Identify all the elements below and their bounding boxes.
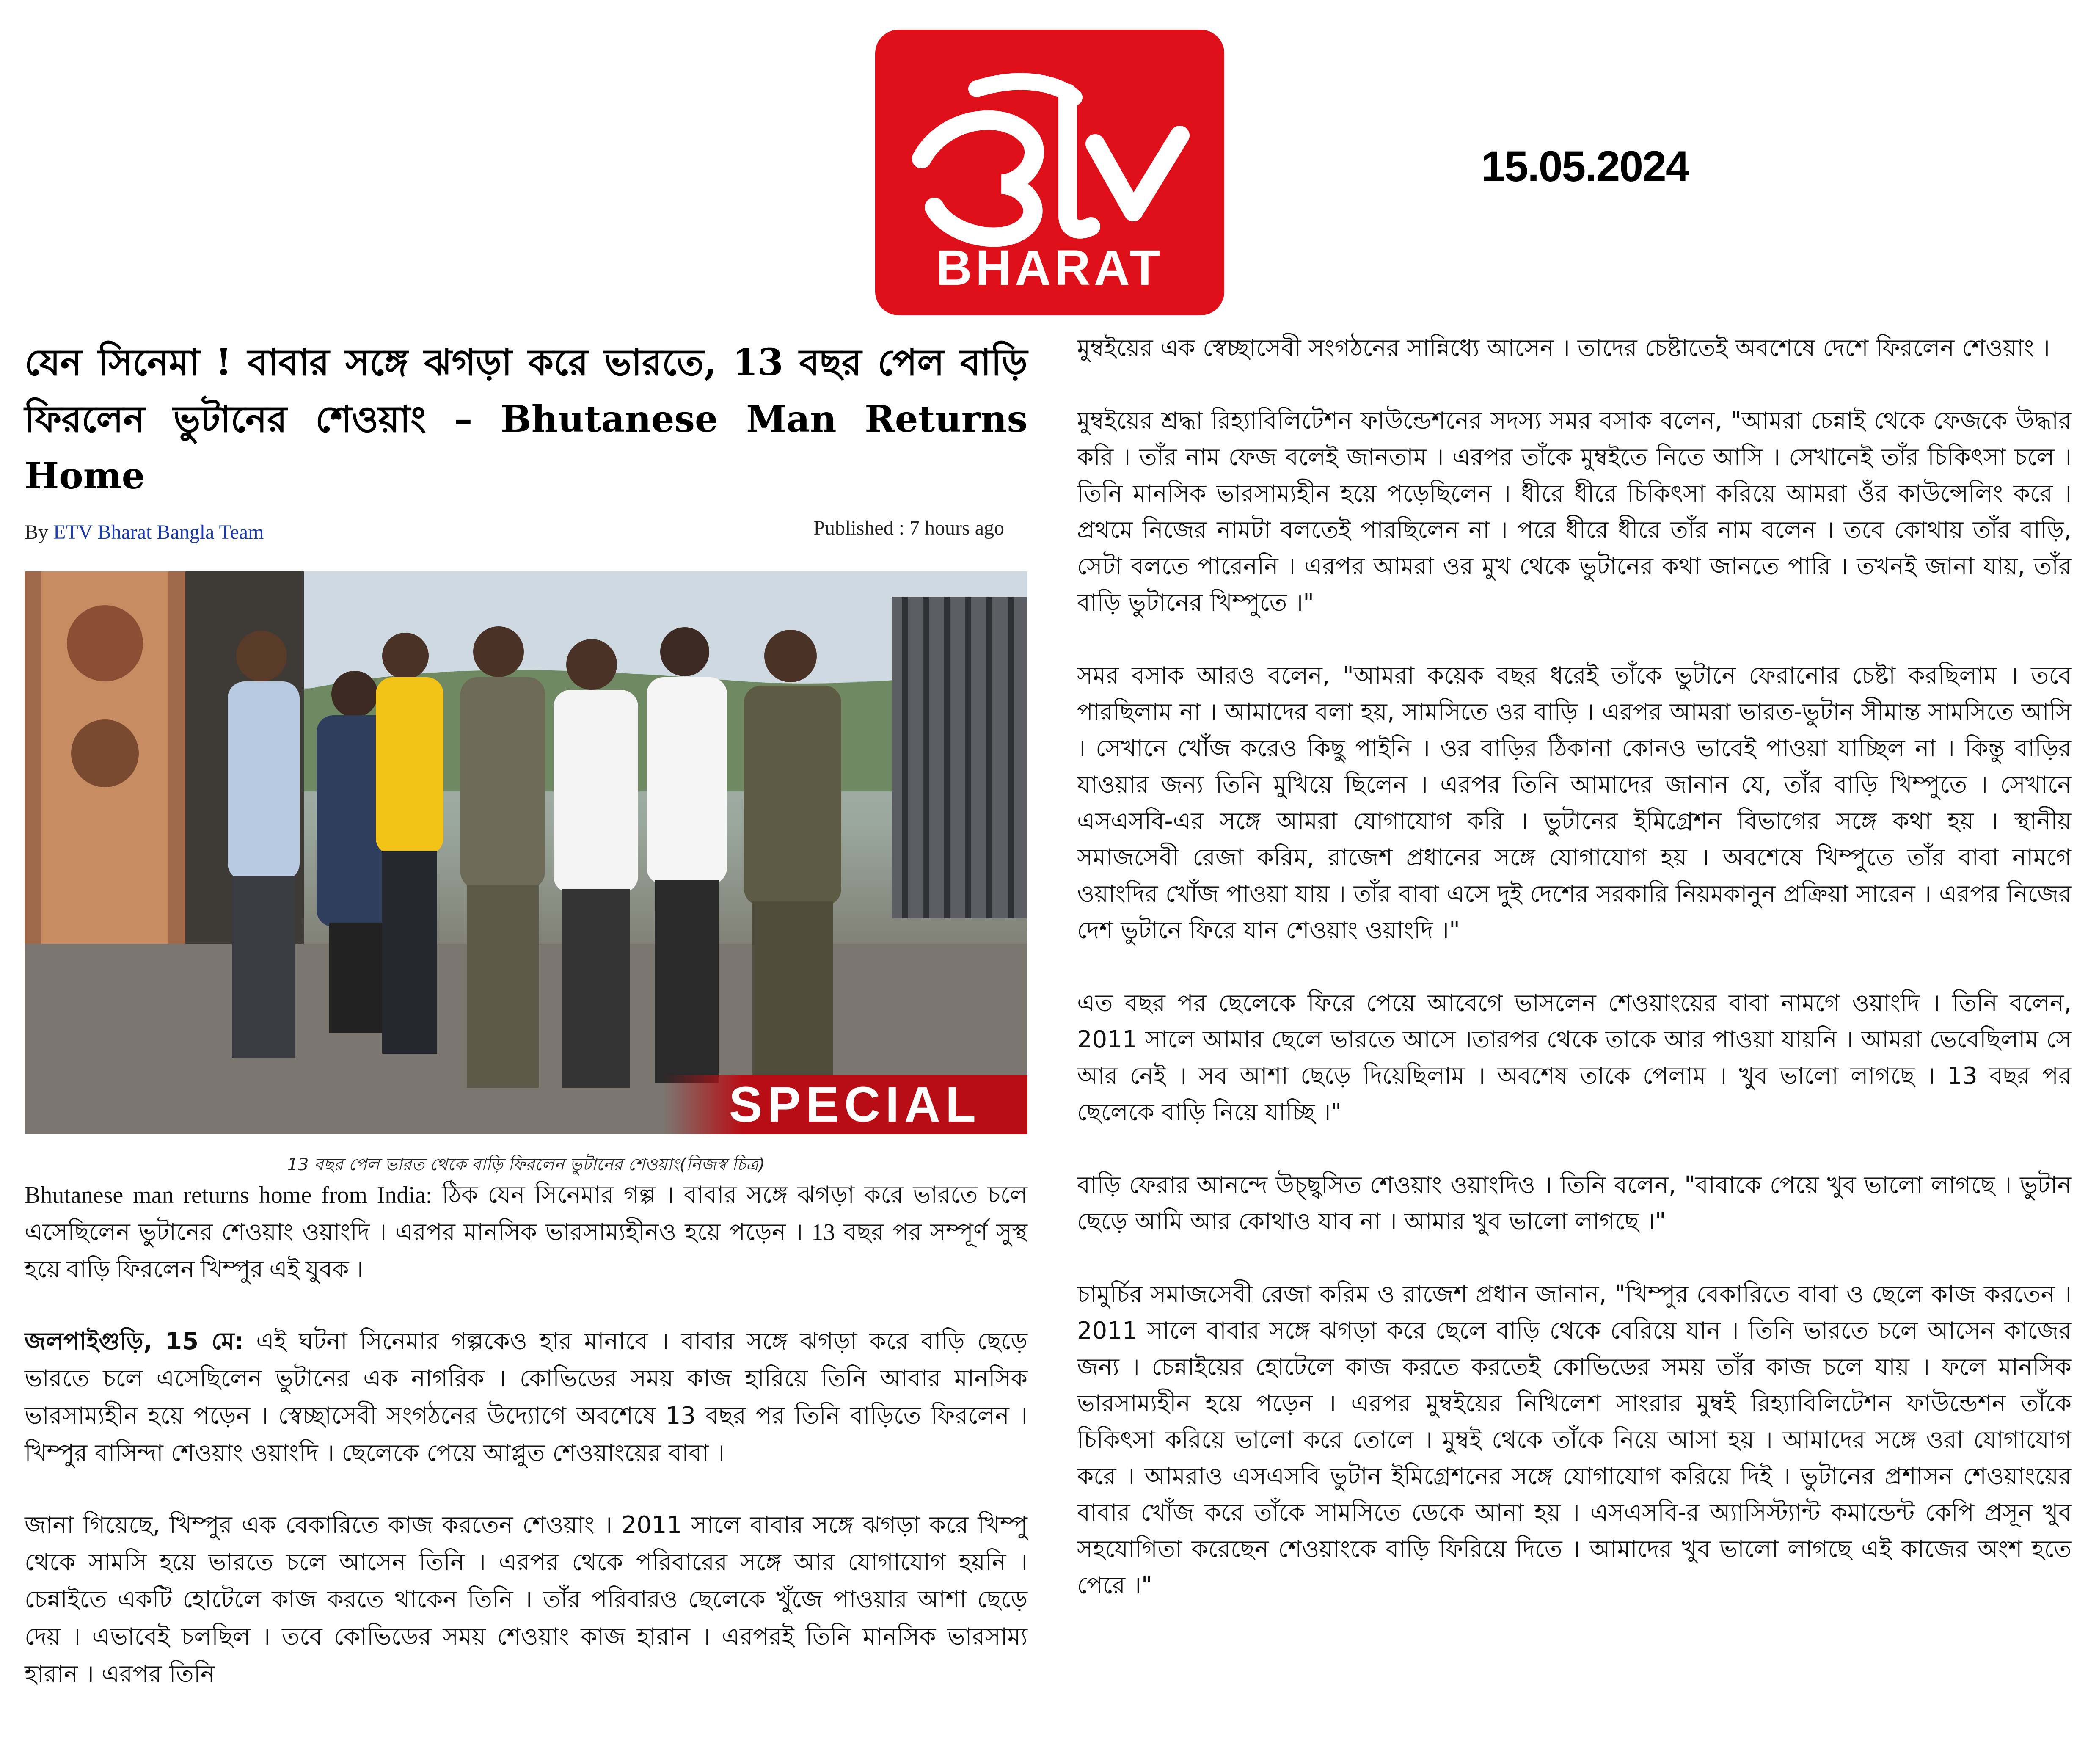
article-headline: যেন সিনেমা ! বাবার সঙ্গে ঝগড়া করে ভারতে, 13 বছর পেল বাড়ি ফিরলেন ভুটানের শেওয়াং – Bhutanese Man Returns Home — [25, 341, 1027, 497]
logo-wordmark: BHARAT — [936, 240, 1164, 296]
article-meta — [25, 512, 1017, 550]
paragraph-text: জানা গিয়েছে, খিম্পুর এক বেকারিতে কাজ করতেন শেওয়াং । 2011 সালে বাবার সঙ্গে ঝগড়া করে খিম্পু থেকে সামসি হয়ে ভারতে চলে আসেন তিনি । এরপর থেকে পরিবারের সঙ্গে আর যোগাযোগ হয়নি । চেন্নাইতে একটি হোটেলে কাজ করতে থাকেন তিনি । তাঁর পরিবারও ছেলেকে খুঁজে পাওয়ার আশা ছেড়ে দেয় । এভাবেই চলছিল । তবে কোভিডের সময় শেওয়াং কাজ হারান । এরপরই তিনি মানসিক ভারসাম্য হারান । এরপর তিনি — [25, 1511, 1027, 1688]
publication-date: 15.05.2024 — [1481, 142, 1689, 190]
paragraph-text: এই ঘটনা সিনেমার গল্পকেও হার মানাবে । বাবার সঙ্গে ঝগড়া করে বাড়ি ছেড়ে ভারতে চলে এসেছিলেন ভুটানের এক নাগরিক । কোভিডের সময় কাজ হারিয়ে তিনি আবার মানসিক ভারসাম্যহীন হয়ে পড়েন । স্বেচ্ছাসেবী সংগঠনের উদ্যোগে অবশেষে 13 বছর পর তিনি বাড়িতে ফিরলেন । খিম্পুর বাসিন্দা শেওয়াং ওয়াংদি । ছেলেকে পেয়ে আপ্লুত শেওয়াংয়ের বাবা । — [25, 1328, 1027, 1467]
body-paragraph: মুম্বইয়ের এক স্বেচ্ছাসেবী সংগঠনের সান্নিধ্যে আসেন । তাদের চেষ্টাতেই অবশেষে দেশে ফিরলেন শেওয়াং । — [1077, 334, 2050, 362]
body-paragraph: বাড়ি ফেরার আনন্দে উচ্ছ্বসিত শেওয়াং ওয়াংদিও । তিনি বলেন, "বাবাকে পেয়ে খুব ভালো লাগছে । ভুটান ছেড়ে আমি আর কোথাও যাব না । আমার খুব ভালো লাগছে ।" — [1077, 1171, 2071, 1235]
published-time: Published : 7 hours ago — [813, 517, 1004, 539]
special-badge: SPECIAL — [664, 1075, 1027, 1134]
article-photo — [25, 571, 1027, 1134]
body-paragraph — [25, 1323, 1027, 1472]
body-paragraph: মুম্বইয়ের শ্রদ্ধা রিহ্যাবিলিটেশন ফাউন্ডেশনের সদস্য সমর বসাক বলেন, "আমরা চেন্নাই থেকে ফেজকে উদ্ধার করি । তাঁর নাম ফেজ বলেই জানতাম । এরপর তাঁকে মুম্বইতে নিতে আসি । সেখানেই তাঁর চিকিৎসা চলে । তিনি মানসিক ভারসাম্যহীন হয়ে পড়েছিলেন । ধীরে ধীরে চিকিৎসা করিয়ে আমরা ওঁর কাউন্সেলিং করে । প্রথমে নিজের নামটা বলতেই পারছিলেন না । পরে ধীরে ধীরে তাঁর নাম বলেন । তবে কোথায় তাঁর বাড়ি, সেটা বলতে পারেননি । এরপর আমরা ওর মুখ থেকে ভুটানের কথা জানতে পারি । তখনই জানা যায়, তাঁর বাড়ি ভুটানের খিম্পুতে ।" — [1077, 407, 2071, 617]
paragraph-text: Bhutanese man returns home from India: ঠিক যেন সিনেমার গল্প । বাবার সঙ্গে ঝগড়া করে ভারতে চলে এসেছিলেন ভুটানের শেওয়াং ওয়াংদি । এরপর মানসিক ভারসাম্যহীনও হয়ে পড়েন । 13 বছর পর সম্পূর্ণ সুস্থ হয়ে বাড়ি ফিরলেন খিম্পুর এই যুবক । — [25, 1182, 1027, 1283]
body-paragraph: এত বছর পর ছেলেকে ফিরে পেয়ে আবেগে ভাসলেন শেওয়াংয়ের বাবা নামগে ওয়াংদি । তিনি বলেন, 2011 সালে আমার ছেলে ভারতে আসে ।তারপর থেকে তাকে আর পাওয়া যায়নি । আমরা ভেবেছিলাম সে আর নেই । সব আশা ছেড়ে দিয়েছিলাম । অবশেষ তাকে পেলাম । খুব ভালো লাগছে । 13 বছর পর ছেলেকে বাড়ি নিয়ে যাচ্ছি ।" — [1077, 989, 2071, 1126]
article-right-column — [1077, 330, 2071, 1640]
body-paragraph: চামুর্চির সমাজসেবী রেজা করিম ও রাজেশ প্রধান জানান, "খিম্পুর বেকারিতে বাবা ও ছেলে কাজ করতেন । 2011 সালে বাবার সঙ্গে ঝগড়া করে ছেলে বাড়ি থেকে বেরিয়ে যান । তিনি ভারতে চলে আসেন কাজের জন্য । চেন্নাইয়ের হোটেলে কাজ করতে করতেই কোভিডের সময় তাঁর কাজ চলে যায় । ফলে মানসিক ভারসাম্যহীন হয়ে পড়েন । এরপর মুম্বইয়ের নিখিলেশ সাংরার মুম্বই রিহ্যাবিলিটেশন ফাউন্ডেশন তাঁকে চিকিৎসা করিয়ে ভালো করে তোলে । মুম্বই থেকে তাঁকে নিয়ে আসা হয় । আমাদের সঙ্গে ওরা যোগাযোগ করে । আমরাও এসএসবি ভুটান ইমিগ্রেশনের সঙ্গে যোগাযোগ করিয়ে দিই । ভুটানের প্রশাসন শেওয়াংয়ের বাবার খোঁজ করে তাঁকে সামসিতে ডেকে আনা হয় । এসএসবি-র অ্যাসিস্ট্যান্ট কমান্ডেন্ট কেপি প্রসূন খুব সহযোগিতা করেছেন শেওয়াংকে বাড়ি ফিরিয়ে দিতে । আমাদের খুব ভালো লাগছে এই কাজের অংশ হতে পেরে ।" — [1077, 1281, 2071, 1599]
photo-caption: 13 বছর পেল ভারত থেকে বাড়ি ফিরলেন ভুটানের শেওয়াং(নিজস্ব চিত্র) — [287, 1155, 765, 1174]
byline-author-link[interactable]: ETV Bharat Bangla Team — [53, 521, 264, 543]
byline — [25, 521, 264, 544]
paragraph-dateline: জলপাইগুড়ি, 15 মে: — [25, 1328, 244, 1355]
etv-bharat-logo — [875, 30, 1224, 315]
article-left-column — [25, 334, 1027, 1688]
body-paragraph — [25, 1177, 1027, 1288]
body-paragraph: সমর বসাক আরও বলেন, "আমরা কয়েক বছর ধরেই তাঁকে ভুটানে ফেরানোর চেষ্টা করছিলাম । তবে পারছিলাম না । আমাদের বলা হয়, সামসিতে ওর বাড়ি । এরপর আমরা ভারত-ভুটান সীমান্ত সামসিতে আসি । সেখানে খোঁজ করেও কিছু পাইনি । ওর বাড়ির ঠিকানা কোনও ভাবেই পাওয়া যাচ্ছিল না । কিন্তু বাড়ির যাওয়ার জন্য তিনি মুখিয়ে ছিলেন । এরপর তিনি আমাদের জানান যে, তাঁর বাড়ি খিম্পুতে । সেখানে এসএসবি-এর সঙ্গে আমরা যোগাযোগ করি । ভুটানের ইমিগ্রেশন বিভাগের সঙ্গে কথা হয় । স্থানীয় সমাজসেবী রেজা করিম, রাজেশ প্রধানের সঙ্গে যোগাযোগ হয় । অবশেষে খিম্পুতে তাঁর বাবা নামগে ওয়াংদির খোঁজ পাওয়া যায় । তাঁর বাবা এসে দুই দেশের সরকারি নিয়মকানুন প্রক্রিয়া সারেন । এরপর নিজের দেশ ভুটানে ফিরে যান শেওয়াং ওয়াংদি ।" — [1077, 662, 2071, 944]
body-paragraph — [25, 1507, 1027, 1693]
group-photo-illustration — [25, 571, 1027, 1134]
byline-prefix: By — [25, 521, 49, 543]
article-body-left — [25, 1177, 1027, 1728]
